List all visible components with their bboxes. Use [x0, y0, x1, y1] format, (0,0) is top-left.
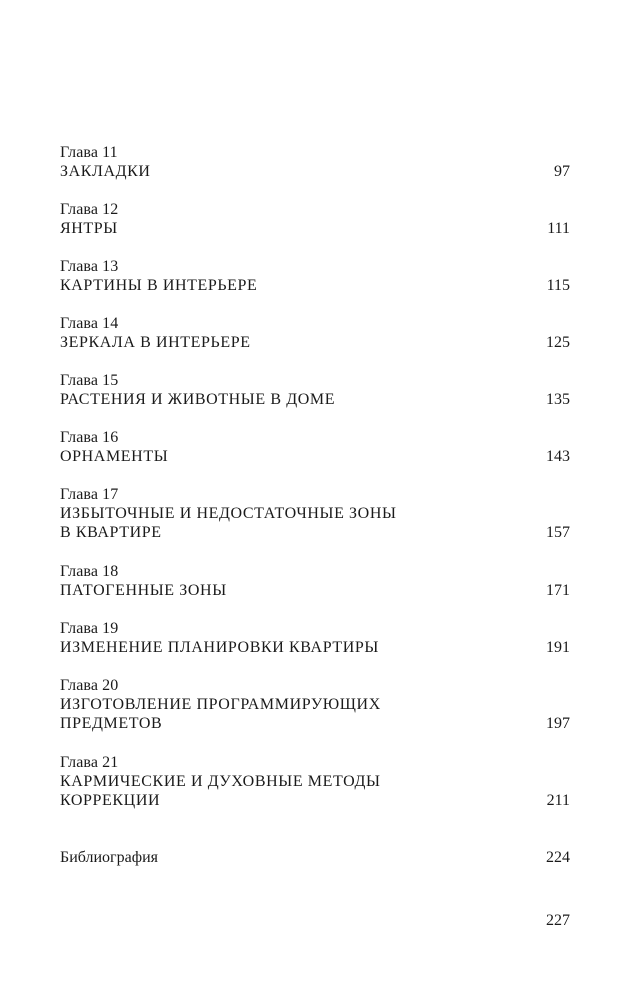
toc-entry[interactable] [60, 619, 570, 657]
chapter-title-row [60, 162, 570, 181]
chapter-title: ОРНАМЕНТЫ [60, 448, 169, 465]
chapter-label: Глава 17 [60, 486, 119, 503]
bibliography-entry[interactable] [60, 848, 570, 867]
chapter-label: Глава 19 [60, 620, 119, 637]
chapter-label: Глава 11 [60, 144, 118, 161]
page-folio: 227 [546, 912, 570, 929]
chapter-title: РАСТЕНИЯ И ЖИВОТНЫЕ В ДОМЕ [60, 391, 336, 408]
chapter-label: Глава 21 [60, 754, 119, 771]
chapter-label: Глава 14 [60, 315, 119, 332]
chapter-page-number: 171 [546, 582, 570, 599]
toc-entry[interactable] [60, 314, 570, 352]
toc-entry[interactable] [60, 428, 570, 466]
toc-entry[interactable] [60, 485, 570, 542]
toc-entry[interactable] [60, 200, 570, 238]
chapter-title: В КВАРТИРЕ [60, 524, 162, 541]
chapter-title: КАРТИНЫ В ИНТЕРЬЕРЕ [60, 277, 258, 294]
chapter-page-number: 157 [546, 524, 570, 541]
chapter-title-row [60, 276, 570, 295]
chapter-page-number: 197 [546, 715, 570, 732]
toc-entry[interactable] [60, 371, 570, 409]
toc-entry[interactable] [60, 257, 570, 295]
chapter-title: ЗАКЛАДКИ [60, 163, 151, 180]
chapter-label: Глава 20 [60, 677, 119, 694]
chapter-title-row [60, 390, 570, 409]
chapter-page-number: 111 [547, 220, 570, 237]
chapter-title-row [60, 504, 570, 542]
chapter-label: Глава 16 [60, 429, 119, 446]
bibliography-page-number: 224 [546, 849, 570, 866]
chapter-page-number: 125 [546, 334, 570, 351]
chapter-title-row [60, 333, 570, 352]
chapter-title-row [60, 219, 570, 238]
bibliography-label: Библиография [60, 849, 158, 866]
chapter-title-row [60, 638, 570, 657]
chapter-page-number: 211 [546, 792, 570, 809]
chapter-page-number: 191 [546, 639, 570, 656]
toc-entry[interactable] [60, 676, 570, 733]
chapter-title: ЗЕРКАЛА В ИНТЕРЬЕРЕ [60, 334, 251, 351]
chapter-title: КАРМИЧЕСКИЕ И ДУХОВНЫЕ МЕТОДЫ [60, 773, 381, 790]
chapter-title: КОРРЕКЦИИ [60, 792, 161, 809]
chapter-page-number: 115 [546, 277, 570, 294]
chapter-title: ЯНТРЫ [60, 220, 118, 237]
chapter-label: Глава 15 [60, 372, 119, 389]
chapter-page-number: 135 [546, 391, 570, 408]
chapter-title-row [60, 447, 570, 466]
chapter-title-row [60, 772, 570, 810]
chapter-title: ИЗБЫТОЧНЫЕ И НЕДОСТАТОЧНЫЕ ЗОНЫ [60, 505, 397, 522]
toc-entry[interactable] [60, 562, 570, 600]
chapter-page-number: 97 [554, 163, 570, 180]
chapter-title: ПРЕДМЕТОВ [60, 715, 163, 732]
chapter-page-number: 143 [546, 448, 570, 465]
toc-entry[interactable] [60, 753, 570, 810]
chapter-title-row [60, 581, 570, 600]
toc-entry[interactable] [60, 143, 570, 181]
chapter-title: ИЗГОТОВЛЕНИЕ ПРОГРАММИРУЮЩИХ [60, 696, 381, 713]
chapter-title: ПАТОГЕННЫЕ ЗОНЫ [60, 582, 227, 599]
chapter-label: Глава 18 [60, 563, 119, 580]
chapter-label: Глава 13 [60, 258, 119, 275]
chapter-label: Глава 12 [60, 201, 119, 218]
chapter-title-row [60, 695, 570, 733]
chapter-title: ИЗМЕНЕНИЕ ПЛАНИРОВКИ КВАРТИРЫ [60, 639, 379, 656]
